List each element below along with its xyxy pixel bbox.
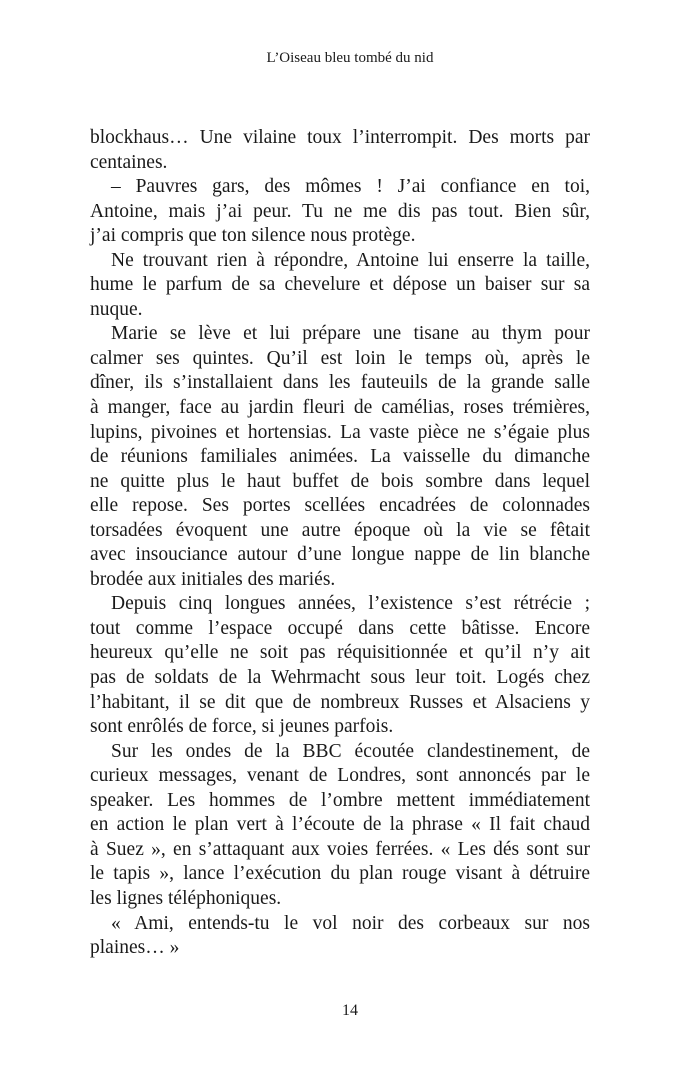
text-line: de réunions familiales animées. La vaisselle du dimanche <box>90 446 590 468</box>
paragraph <box>90 249 590 323</box>
paragraph <box>90 175 590 249</box>
text-line: speaker. Les hommes de l’ombre mettent immédiatement <box>90 789 590 811</box>
paragraph <box>90 126 590 175</box>
text-line: – Pauvres gars, des mômes ! J’ai confiance en toi, <box>111 176 590 198</box>
text-line: Antoine, mais j’ai peur. Tu ne me dis pas tout. Bien sûr, <box>90 200 590 222</box>
text-line: Sur les ondes de la BBC écoutée clandestinement, de <box>111 740 590 762</box>
text-line: brodée aux initiales des mariés. <box>90 568 336 590</box>
text-line: heureux qu’elle ne soit pas réquisitionnée et qu’il n’y ait <box>90 642 590 664</box>
running-head: L’Oiseau bleu tombé du nid <box>266 50 434 66</box>
text-line: le tapis », lance l’exécution du plan rouge visant à détruire <box>90 863 590 885</box>
paragraph <box>90 322 590 592</box>
text-line: hume le parfum de sa chevelure et dépose un baiser sur sa <box>90 274 590 296</box>
text-line: ne quitte plus le haut buffet de bois sombre dans lequel <box>90 470 590 492</box>
page-number: 14 <box>342 1002 358 1019</box>
text-line: Depuis cinq longues années, l’existence s’est rétrécie ; <box>111 593 590 615</box>
text-line: les lignes téléphoniques. <box>90 887 282 909</box>
text-line: j’ai compris que ton silence nous protège. <box>90 225 416 247</box>
text-line: tout comme l’espace occupé dans cette bâtisse. Encore <box>90 617 590 639</box>
text-line: lupins, pivoines et hortensias. La vaste pièce ne s’égaie plus <box>90 421 590 443</box>
text-line: en action le plan vert à l’écoute de la phrase « Il fait chaud <box>90 814 590 836</box>
text-line: plaines… » <box>90 937 180 959</box>
text-line: blockhaus… Une vilaine toux l’interrompit. Des morts par <box>90 127 590 148</box>
text-line: à manger, face au jardin fleuri de camélias, roses trémières, <box>90 397 590 419</box>
text-line: elle repose. Ses portes scellées encadrées de colonnades <box>90 495 590 517</box>
text-line: torsadées évoquent une autre époque où la vie se fêtait <box>90 519 590 541</box>
text-line: avec insouciance autour d’une longue nappe de lin blanche <box>90 544 590 566</box>
paragraph <box>90 912 590 961</box>
text-line: centaines. <box>90 151 168 173</box>
paragraph <box>90 592 590 739</box>
text-line: calmer ses quintes. Qu’il est loin le temps où, après le <box>90 347 590 369</box>
text-line: pas de soldats de la Wehrmacht sous leur toit. Logés chez <box>90 667 590 689</box>
text-line: à Suez », en s’attaquant aux voies ferrées. « Les dés sont sur <box>90 838 590 860</box>
body-text <box>90 126 590 961</box>
text-line: « Ami, entends-tu le vol noir des corbeaux sur nos <box>111 912 590 934</box>
text-line: dîner, ils s’installaient dans les fauteuils de la grande salle <box>90 372 590 394</box>
text-line: Marie se lève et lui prépare une tisane au thym pour <box>111 323 590 345</box>
text-line: sont enrôlés de force, si jeunes parfois. <box>90 716 394 738</box>
paragraph <box>90 740 590 912</box>
text-line: Ne trouvant rien à répondre, Antoine lui enserre la taille, <box>111 249 590 271</box>
text-line: nuque. <box>90 298 143 320</box>
text-line: l’habitant, il se dit que de nombreux Russes et Alsaciens y <box>90 691 590 713</box>
text-line: curieux messages, venant de Londres, sont annoncés par le <box>90 765 590 787</box>
